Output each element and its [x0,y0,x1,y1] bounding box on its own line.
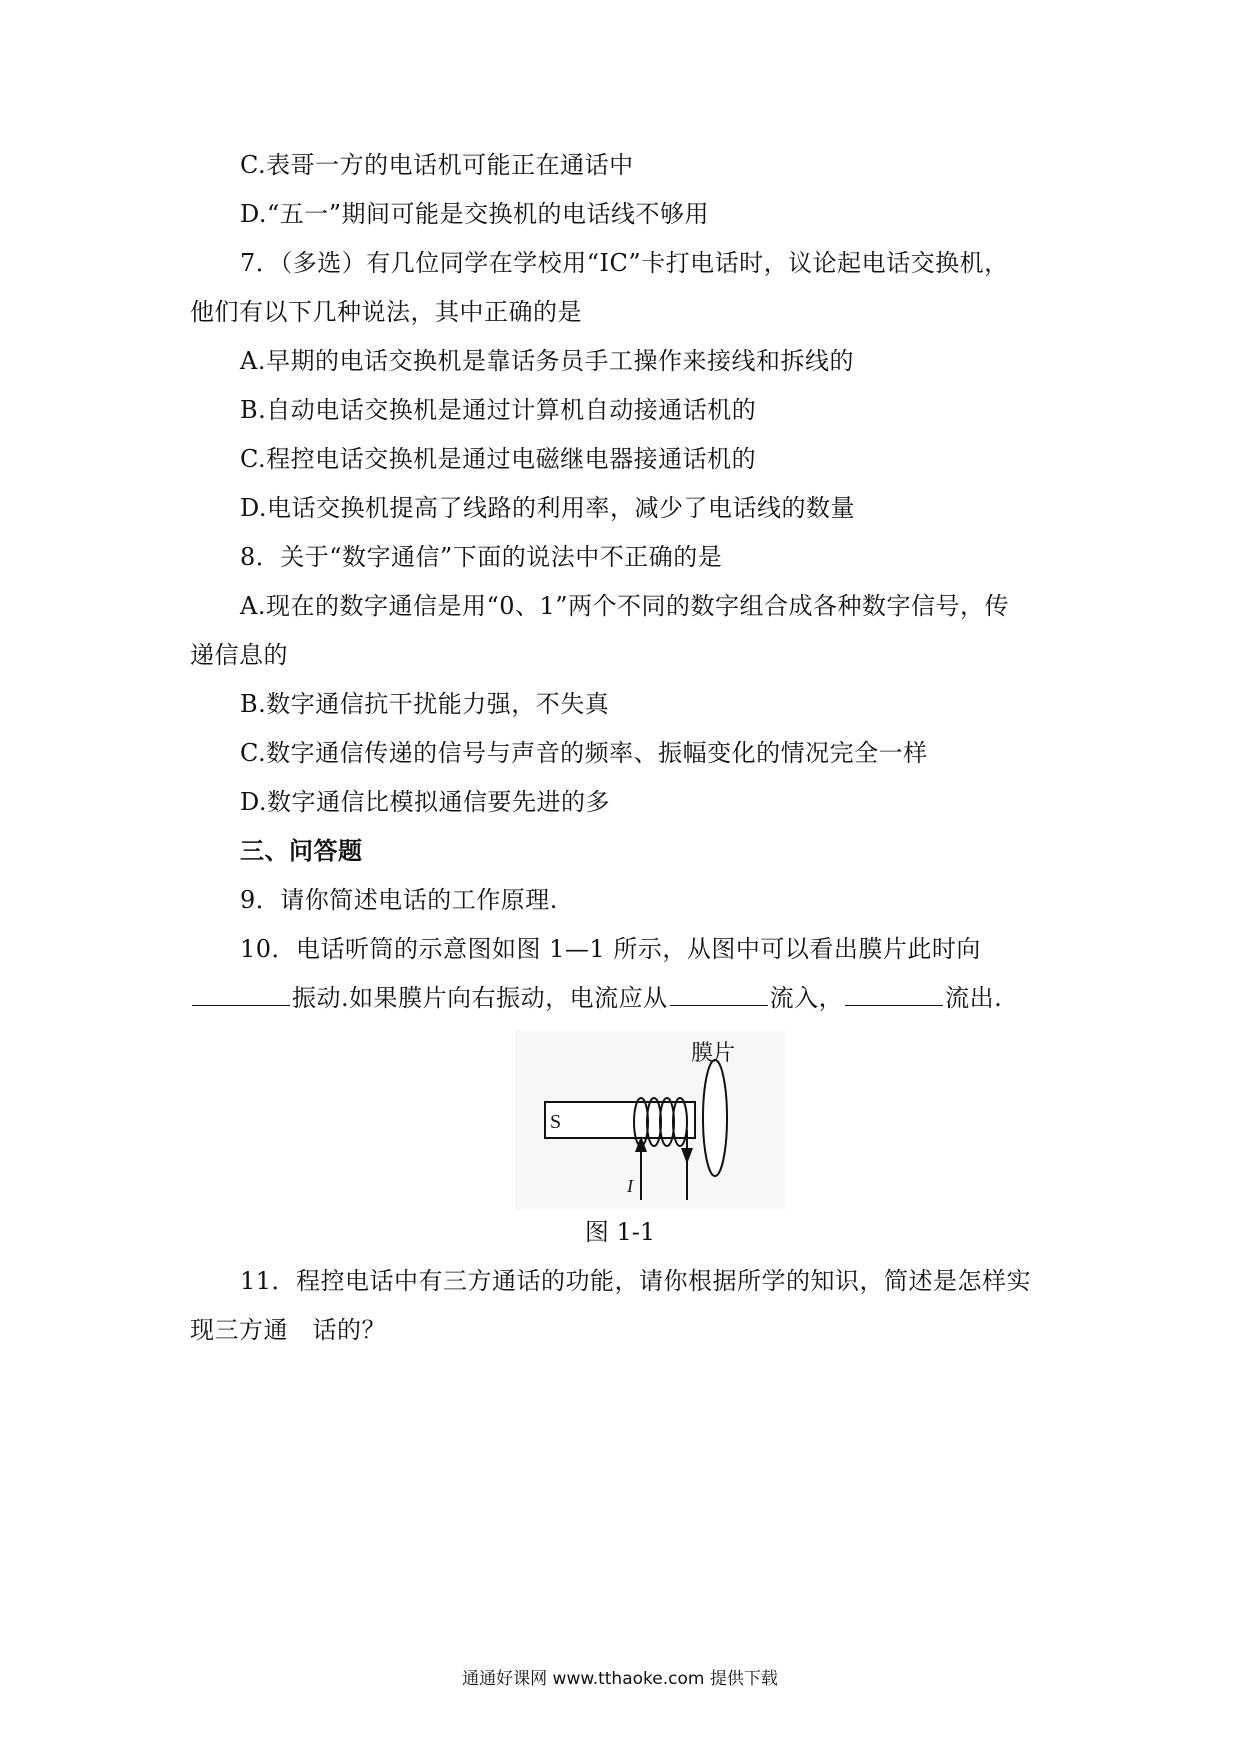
option-a-q8-line1: A.现在的数字通信是用“0、1”两个不同的数字组合成各种数字信号，传 [240,592,1010,620]
option-b-q8: B.数字通信抗干扰能力强，不失真 [240,690,610,718]
question-8: 8．关于“数字通信”下面的说法中不正确的是 [240,543,723,571]
question-10-text-a: 振动.如果膜片向右振动，电流应从 [292,984,668,1012]
magnet-s-label: S [550,1111,562,1133]
option-d-q8: D.数字通信比模拟通信要先进的多 [240,788,611,816]
option-a-q7: A.早期的电话交换机是靠话务员手工操作来接线和拆线的 [240,347,854,375]
question-10-line2 [190,983,1002,1013]
figure-caption: 图 1-1 [584,1218,656,1246]
answer-blank-3[interactable] [845,983,943,1006]
option-b-q7: B.自动电话交换机是通过计算机自动接通话机的 [240,396,757,424]
option-c-q6: C.表哥一方的电话机可能正在通话中 [240,151,634,179]
question-11-line2: 现三方通 话的？ [190,1316,386,1344]
current-label: I [627,1176,633,1196]
option-d-q7: D.电话交换机提高了线路的利用率，减少了电话线的数量 [240,494,856,522]
question-10-line1: 10．电话听筒的示意图如图 1—1 所示，从图中可以看出膜片此时向 [240,935,981,963]
question-10-text-c: 流出. [945,984,1003,1012]
earpiece-diagram [515,1030,785,1210]
option-a-q8-line2: 递信息的 [190,641,288,669]
question-10-text-b: 流入， [769,984,844,1012]
answer-blank-1[interactable] [192,983,290,1006]
membrane-label: 膜片 [691,1041,736,1066]
question-9: 9．请你简述电话的工作原理. [240,886,558,914]
option-c-q8: C.数字通信传递的信号与声音的频率、振幅变化的情况完全一样 [240,739,928,767]
question-7-line2: 他们有以下几种说法，其中正确的是 [190,298,582,326]
option-c-q7: C.程控电话交换机是通过电磁继电器接通话机的 [240,445,757,473]
question-7-line1: 7．（多选）有几位同学在学校用“IC”卡打电话时，议论起电话交换机， [240,249,1009,277]
section-heading: 三、问答题 [240,836,363,865]
question-11-line1: 11．程控电话中有三方通话的功能，请你根据所学的知识，简述是怎样实 [240,1267,1032,1295]
option-d-q6: D.“五一”期间可能是交换机的电话线不够用 [240,200,710,228]
membrane [703,1060,727,1176]
answer-blank-2[interactable] [670,983,768,1006]
page-footer: 通通好课网 www.tthaoke.com 提供下载 [462,1669,778,1689]
